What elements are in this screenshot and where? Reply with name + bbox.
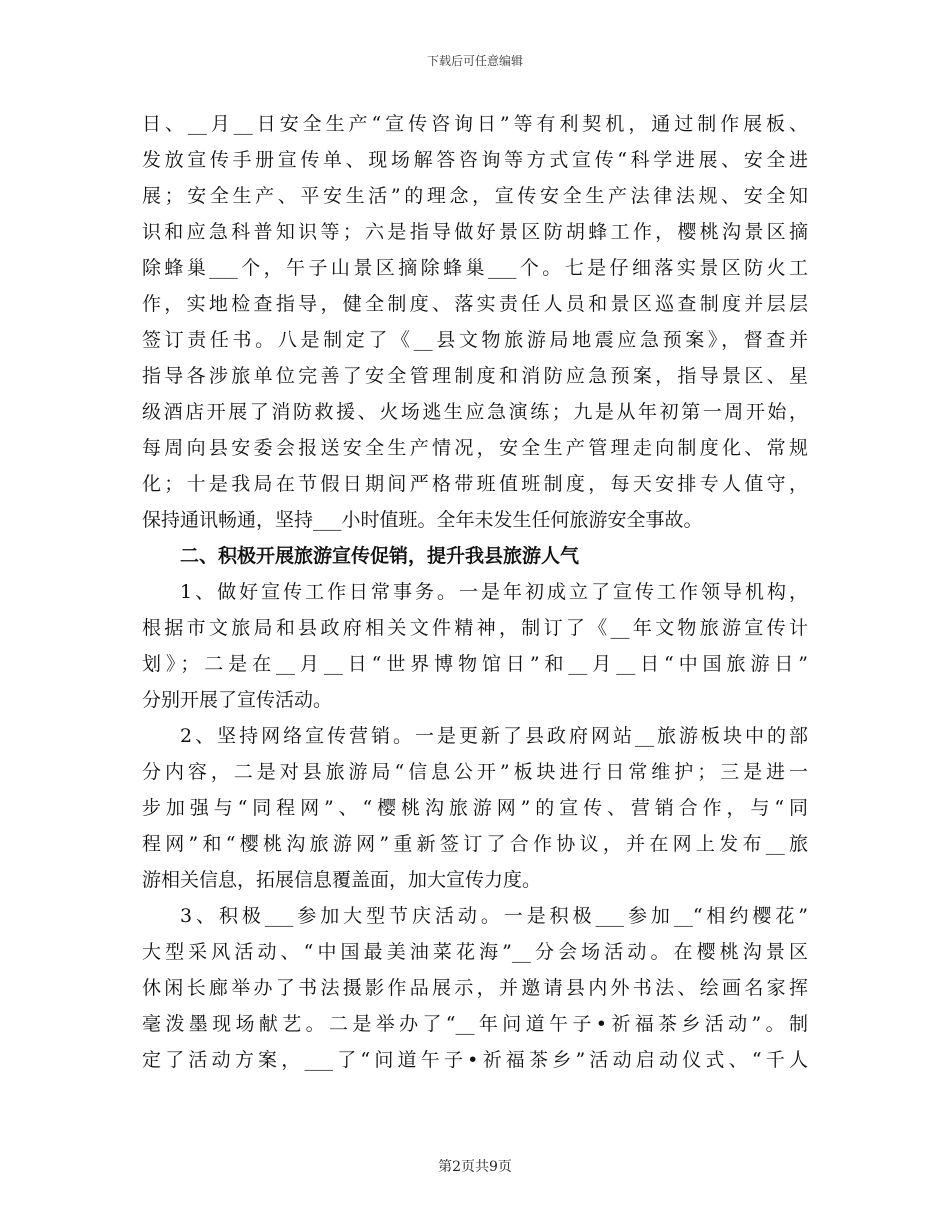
- document-body: [142, 106, 808, 1078]
- page-header: 下载后可任意编辑: [426, 54, 523, 68]
- section-heading: 二、积极开展旅游宣传促销，提升我县旅游人气: [180, 545, 580, 567]
- text-line: 展；安全生产、平安生活”的理念，宣传安全生产法律法规、安全知: [142, 185, 808, 207]
- text-line: 保持通讯畅通，坚持___小时值班。全年未发生任何旅游安全事故。: [142, 509, 703, 531]
- text-line: 分内容，二是对县旅游局“信息公开”板块进行日常维护；三是进一: [142, 761, 808, 783]
- text-line: 发放宣传手册宣传单、现场解答咨询等方式宣传“科学进展、安全进: [142, 149, 808, 171]
- text-line: 指导各涉旅单位完善了安全管理制度和消防应急预案，指导景区、星: [142, 365, 808, 387]
- text-line: 签订责任书。八是制定了《__县文物旅游局地震应急预案》，督查并: [142, 329, 808, 351]
- page-number-footer: 第2页共9页: [438, 1159, 512, 1175]
- text-line: 划》；二是在__月__日“世界博物馆日”和__月__日“中国旅游日”: [142, 653, 808, 675]
- text-line: 定了活动方案，___了“问道午子•祈福茶乡”活动启动仪式、“千人: [142, 1049, 808, 1071]
- text-line: 作，实地检查指导，健全制度、落实责任人员和景区巡查制度并层层: [142, 293, 808, 315]
- text-line: 级酒店开展了消防救援、火场逃生应急演练；九是从年初第一周开始，: [142, 401, 808, 423]
- paragraph-start-line: 1、做好宣传工作日常事务。一是年初成立了宣传工作领导机构，: [180, 581, 808, 603]
- text-line: 步加强与“同程网”、“樱桃沟旅游网”的宣传、营销合作，与“同: [142, 797, 808, 819]
- text-line: 毫泼墨现场献艺。二是举办了“__年问道午子•祈福茶乡活动”。制: [142, 1013, 808, 1035]
- paragraph-start-line: 3、积极___参加大型节庆活动。一是积极___参加__“相约樱花”: [180, 905, 808, 927]
- text-line: 每周向县安委会报送安全生产情况，安全生产管理走向制度化、常规: [142, 437, 808, 459]
- text-line: 休闲长廊举办了书法摄影作品展示，并邀请县内外书法、绘画名家挥: [142, 977, 808, 999]
- text-line: 日、__月__日安全生产“宣传咨询日”等有利契机，通过制作展板、: [142, 113, 808, 135]
- paragraph-start-line: 2、坚持网络宣传营销。一是更新了县政府网站__旅游板块中的部: [180, 725, 808, 747]
- text-line: 化；十是我局在节假日期间严格带班值班制度，每天安排专人值守，: [142, 473, 808, 495]
- text-line: 根据市文旅局和县政府相关文件精神，制订了《__年文物旅游宣传计: [142, 617, 808, 639]
- text-line: 除蜂巢___个，午子山景区摘除蜂巢___个。七是仔细落实景区防火工: [142, 257, 808, 279]
- text-line: 分别开展了宣传活动。: [142, 689, 333, 711]
- text-line: 游相关信息，拓展信息覆盖面，加大宣传力度。: [142, 869, 542, 891]
- text-line: 程网”和“樱桃沟旅游网”重新签订了合作协议，并在网上发布__旅: [142, 833, 808, 855]
- text-line: 大型采风活动、“中国最美油菜花海”__分会场活动。在樱桃沟景区: [142, 941, 808, 963]
- text-line: 识和应急科普知识等；六是指导做好景区防胡蜂工作，樱桃沟景区摘: [142, 221, 808, 243]
